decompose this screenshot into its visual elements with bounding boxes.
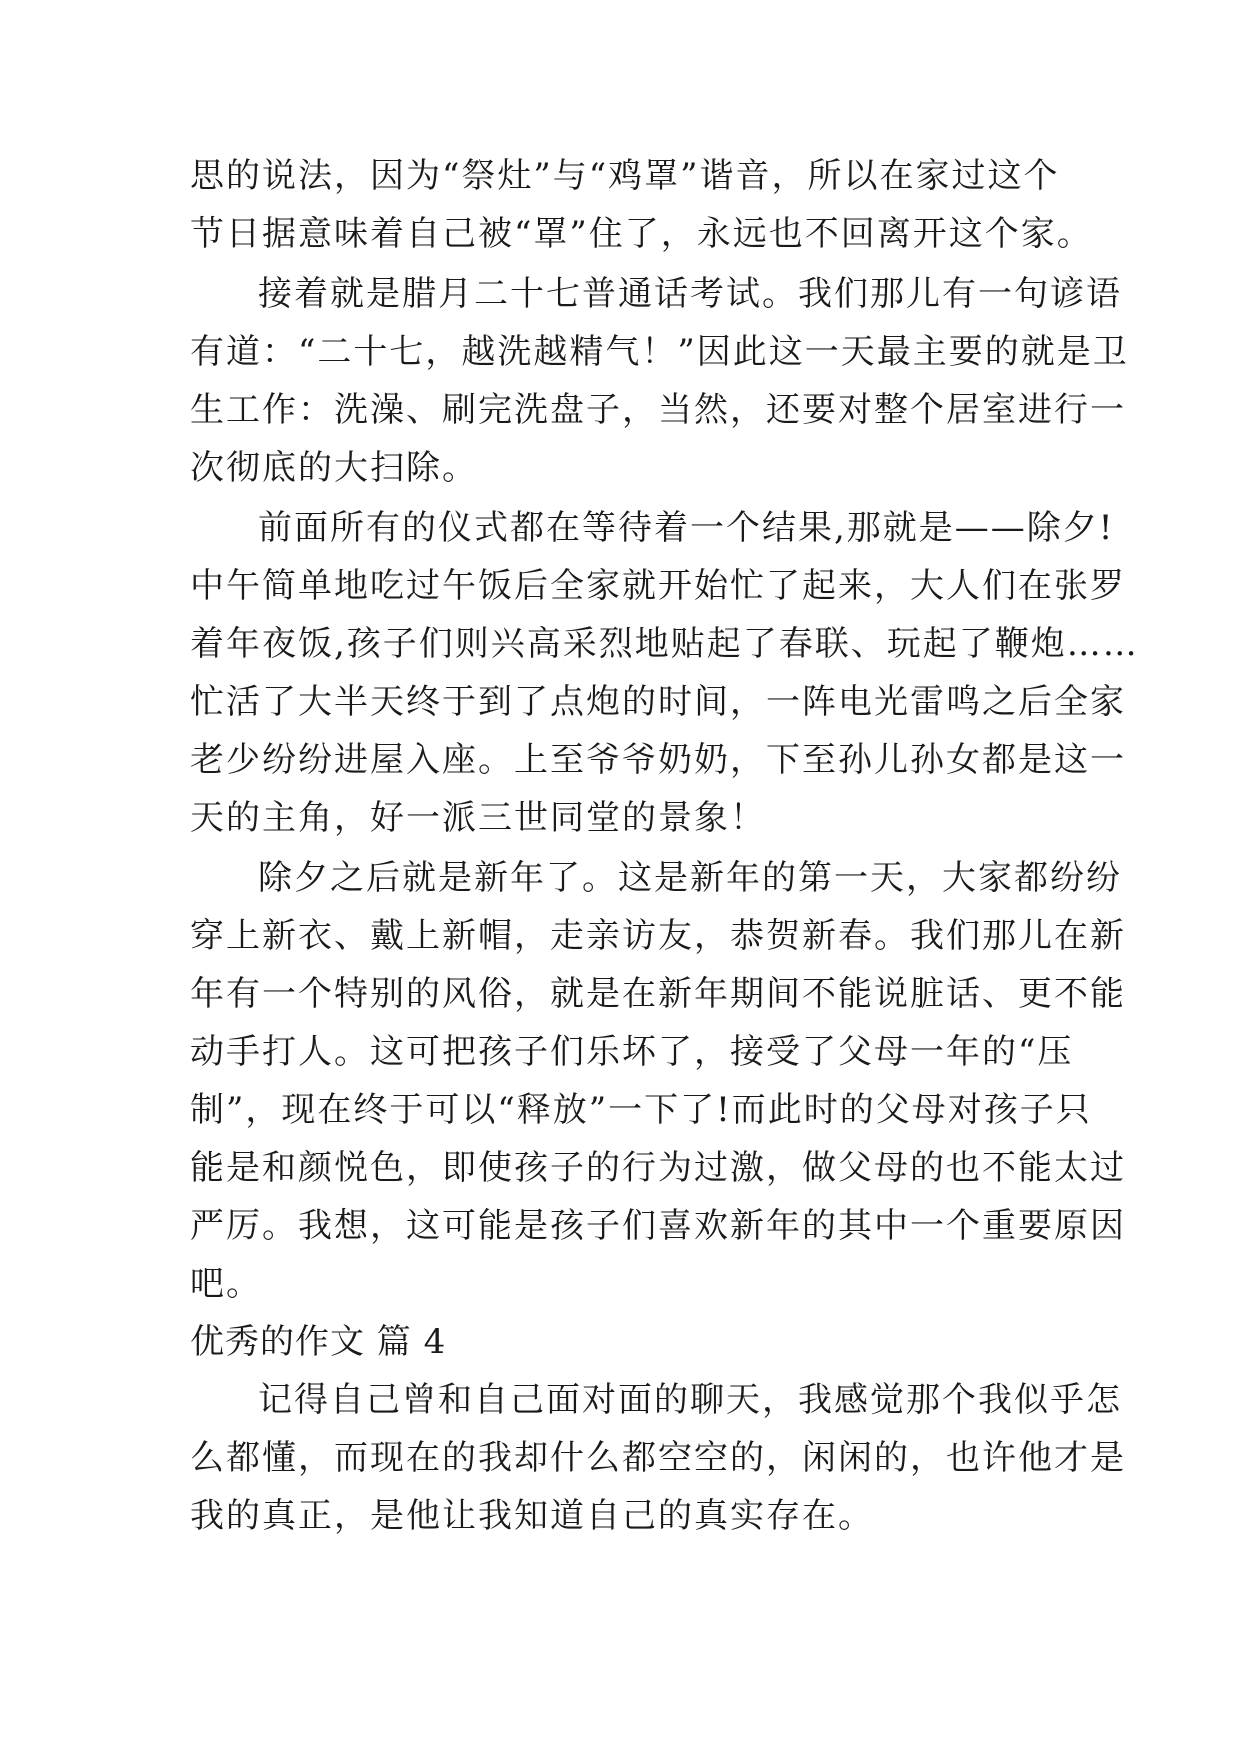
paragraph-line: 忙活了大半天终于到了点炮的时间，一阵电光雷鸣之后全家 [190,682,1126,722]
paragraph-line: 动手打人。这可把孩子们乐坏了，接受了父母一年的“压 [190,1032,1074,1072]
paragraph-line: 天的主角，好一派三世同堂的景象！ [190,798,766,838]
paragraph-line: 穿上新衣、戴上新帽，走亲访友，恭贺新春。我们那儿在新 [190,916,1126,956]
paragraph-line: 着年夜饭,孩子们则兴高采烈地贴起了春联、玩起了鞭炮…… [190,624,1139,664]
paragraph-line: 思的说法，因为“祭灶”与“鸡罩”谐音，所以在家过这个 [190,156,1060,196]
paragraph-line: 老少纷纷进屋入座。上至爷爷奶奶，下至孙儿孙女都是这一 [190,740,1126,780]
paragraph-first-line: 接着就是腊月二十七普通话考试。我们那儿有一句谚语 [258,274,1122,314]
paragraph-line: 我的真正，是他让我知道自己的真实存在。 [190,1496,874,1536]
paragraph-line: 生工作：洗澡、刷完洗盘子，当然，还要对整个居室进行一 [190,390,1126,430]
section-heading: 优秀的作文 篇 4 [190,1322,447,1362]
paragraph-line: 么都懂，而现在的我却什么都空空的，闲闲的，也许他才是 [190,1438,1126,1478]
paragraph-first-line: 除夕之后就是新年了。这是新年的第一天，大家都纷纷 [258,858,1122,898]
paragraph-line: 严厉。我想，这可能是孩子们喜欢新年的其中一个重要原因 [190,1206,1126,1246]
paragraph-line: 次彻底的大扫除。 [190,448,478,488]
paragraph-first-line: 前面所有的仪式都在等待着一个结果,那就是——除夕! [258,508,1115,548]
paragraph-line: 能是和颜悦色，即使孩子的行为过激，做父母的也不能太过 [190,1148,1126,1188]
paragraph-first-line: 记得自己曾和自己面对面的聊天，我感觉那个我似乎怎 [258,1380,1122,1420]
paragraph-line: 节日据意味着自己被“罩”住了，永远也不回离开这个家。 [190,214,1093,254]
paragraph-line: 年有一个特别的风俗，就是在新年期间不能说脏话、更不能 [190,974,1126,1014]
paragraph-line: 有道：“二十七，越洗越精气！”因此这一天最主要的就是卫 [190,332,1129,372]
paragraph-line: 吧。 [190,1264,262,1304]
paragraph-line: 制”，现在终于可以“释放”一下了!而此时的父母对孩子只 [190,1090,1092,1130]
paragraph-line: 中午简单地吃过午饭后全家就开始忙了起来，大人们在张罗 [190,566,1126,606]
